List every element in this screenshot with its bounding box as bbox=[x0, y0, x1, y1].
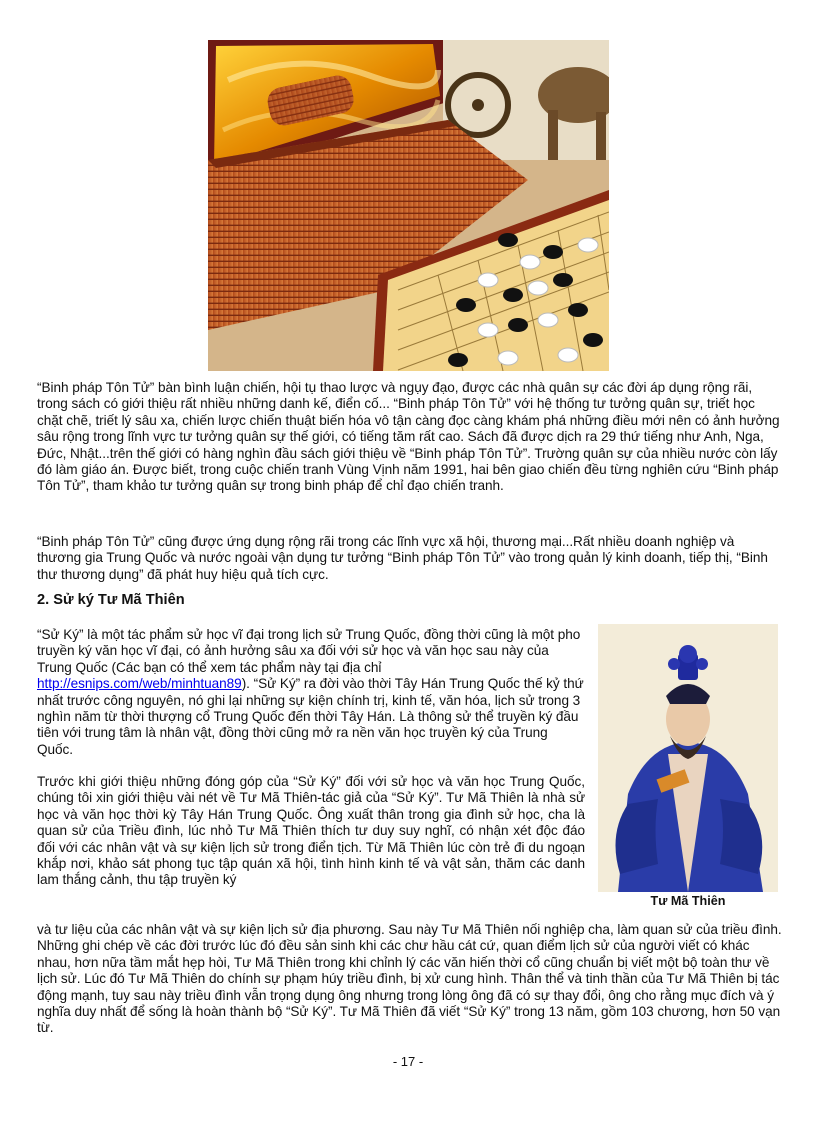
esnips-link[interactable]: http://esnips.com/web/minhtuan89 bbox=[37, 676, 242, 692]
section-heading: 2. Sử ký Tư Mã Thiên bbox=[37, 592, 185, 608]
go-board-scroll-photo bbox=[208, 40, 609, 371]
paragraph-binh-phap-influence: “Binh pháp Tôn Tử” bàn bình luận chiến, hội tụ thao lược và ngụy đạo, được các nhà quân sự các đời áp dụng rộng rãi, trong sách có giới thiệu rất nhiều những danh kế, điển cố... “Binh pháp Tôn Tử” với hệ thống tư tưởng quân sự, triết học chặt chẽ, triết lý sâu xa, chiến lược chiến thuật biến hóa vô tận càng đọc càng khám phá những điều mới nên có ảnh hưởng sâu rộng trong lĩnh vực tư tưởng quân sự thế giới, có tiếng tăm rất cao. Sách đã được dịch ra 29 thứ tiếng như Anh, Nga, Đức, Nhật...trên thế giới có hàng nghìn đầu sách giới thiệu về “Binh pháp Tôn Tử”. Trường quân sự của nhiều nước còn lấy đó làm giáo án. Được biết, trong cuộc chiến tranh Vùng Vịnh năm 1991, hai bên giao chiến đều từng nghiên cứu “Binh pháp Tôn Tử”, tham khảo tư tưởng quân sự trong binh pháp để chỉ đạo chiến tranh. bbox=[37, 380, 780, 494]
page-number: - 17 - bbox=[392, 1054, 424, 1069]
paragraph-su-ky-intro bbox=[37, 627, 585, 758]
paragraph-su-ky-writing: và tư liệu của các nhân vật và sự kiện lịch sử địa phương. Sau này Tư Mã Thiên nối nghiệp cha, làm quan sử của triều đình. Những ghi chép về các đời trước lúc đó đều sản sinh khi các chư hầu cát cứ, quan điểm lịch sử của người viết có khác nhau, hơn nữa tầm mắt hẹp hòi, Tư Mã Thiên trong khi chỉnh lý các văn hiến thời cổ cũng chuẩn bị viết một bộ toàn thư về lịch sử. Lúc đó Tư Mã Thiên do chính sự phạm húy triều đình, bị xử cung hình. Thân thể và tinh thần của Tư Mã Thiên bị tác động mạnh, tuy sau này triều đình vẫn trọng dụng ông nhưng trong lòng ông đã có sự thay đổi, ông cho rằng mục đích và ý nghĩa duy nhất để sống là hoàn thành bộ “Sử Ký”. Tư Mã Thiên đã viết “Sử Ký” trong 13 năm, gồm 103 chương, hơn 50 vạn từ. bbox=[37, 922, 782, 1036]
sima-qian-portrait-icon bbox=[598, 624, 778, 892]
paragraph-about-author: Trước khi giới thiệu những đóng góp của “Sử Ký” đối với sử học và văn học Trung Quốc, chúng tôi xin giới thiệu vài nét về Tư Mã Thiên-tác giả của “Sử Ký”. Tư Mã Thiên là nhà sử học và văn học thời kỳ Tây Hán Trung Quốc. Ông xuất thân trong gia đình sử học, cha là quan sử của Triều đình, lúc nhỏ Tư Mã Thiên thích tư duy suy nghĩ, có nhận xét độc đáo đối với các nhân vật và sự kiện lịch sử trong điển tịch. Từ Mã Thiên lúc còn trẻ đi du ngoạn khắp nơi, khảo sát phong tục tập quán xã hội, tình hình kinh tế và vật sản, thăm các danh lam thắng cảnh, thu tập truyền ký bbox=[37, 774, 585, 888]
portrait-caption: Tư Mã Thiên bbox=[650, 894, 726, 908]
paragraph-text: “Sử Ký” là một tác phẩm sử học vĩ đại trong lịch sử Trung Quốc, đồng thời cũng là một pho truyền ký văn học vĩ đại, có ảnh hưởng sâu xa đối với sử học và văn học sau này của Trung Quốc (Các bạn có thể xem tác phẩm này tại địa chỉ bbox=[37, 627, 581, 675]
paragraph-text: ). “Sử Ký” ra đời vào thời Tây Hán Trung Quốc thế kỷ thứ nhất trước công nguyên, nó ghi lại những sự kiện chính trị, kinh tế, văn hóa, lịch sử trong 3 nghìn năm từ thời thượng cổ Trung Quốc đến thời Tây Hán. Là thông sử thể truyền ký đầu tiên với trung tâm là nhân vật, đồng thời cũng mở ra nền văn học truyền ký của Trung Quốc. bbox=[37, 676, 584, 757]
paragraph-binh-phap-commerce: “Binh pháp Tôn Tử” cũng được ứng dụng rộng rãi trong các lĩnh vực xã hội, thương mại...Rất nhiều doanh nghiệp và thương gia Trung Quốc và nước ngoài vận dụng tư tưởng “Binh pháp Tôn Tử” vào trong quản lý kinh doanh, tiếp thị, “Binh thư thương dụng” đã phát huy hiệu quả tích cực. bbox=[37, 534, 768, 582]
go-board-scroll-photo-icon bbox=[208, 40, 609, 371]
sima-qian-portrait bbox=[598, 624, 778, 892]
